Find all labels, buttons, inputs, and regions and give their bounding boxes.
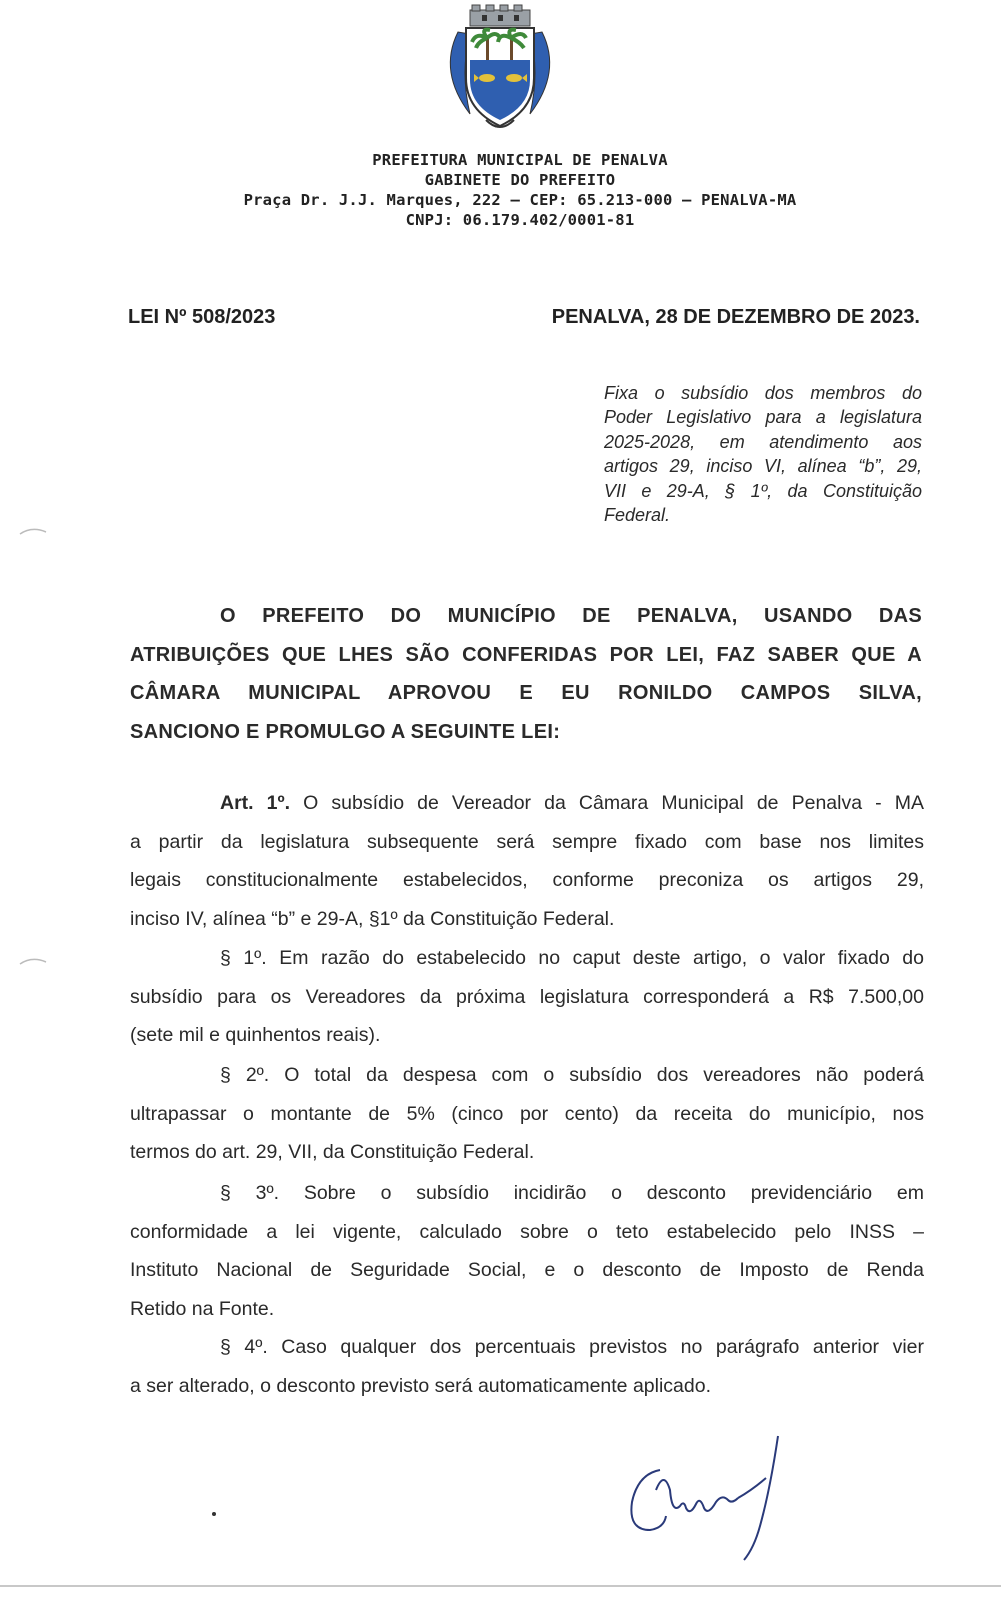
municipal-crest-icon [430, 2, 570, 136]
preamble-line: O PREFEITO DO MUNICÍPIO DE PENALVA, USANDO DAS [220, 605, 922, 627]
paragraph-2-line: termos do art. 29, VII, da Constituição Federal. [130, 1141, 535, 1164]
paragraph-4 [130, 1328, 924, 1405]
scan-mark-icon [18, 524, 48, 536]
ementa-line: Federal. [604, 505, 671, 526]
preamble-line: CÂMARA MUNICIPAL APROVOU E EU RONILDO CAMPOS SILVA, [130, 682, 922, 704]
ementa-line: artigos 29, inciso VI, alínea “b”, 29, [604, 456, 922, 477]
ementa-line: Poder Legislativo para a legislatura [604, 407, 922, 428]
header-address: Praça Dr. J.J. Marques, 222 – CEP: 65.213-000 – PENALVA-MA [243, 191, 797, 209]
paragraph-1 [130, 939, 924, 1055]
paragraph-2-line: ultrapassar o montante de 5% (cinco por cento) da receita do município, nos [130, 1102, 924, 1125]
paragraph-1-line: (sete mil e quinhentos reais). [130, 1024, 381, 1047]
preamble-line: SANCIONO E PROMULGO A SEGUINTE LEI: [130, 720, 561, 743]
article-1-label: Art. 1º. [220, 792, 291, 814]
ementa-line: 2025-2028, em atendimento aos [604, 431, 922, 452]
article-1 [130, 784, 924, 938]
letterhead [200, 150, 840, 230]
ementa-line: VII e 29-A, § 1º, da Constituição [604, 480, 922, 501]
header-cnpj: CNPJ: 06.179.402/0001-81 [405, 211, 635, 229]
paragraph-3-line: § 3º. Sobre o subsídio incidirão o desconto previdenciário em [220, 1182, 924, 1204]
paragraph-2 [130, 1056, 924, 1172]
paragraph-1-line: § 1º. Em razão do estabelecido no caput deste artigo, o valor fixado do [220, 947, 924, 969]
article-1-line: legais constitucionalmente estabelecidos, conforme preconiza os artigos 29, [130, 869, 924, 892]
article-1-line: a partir da legislatura subsequente será sempre fixado com base nos limites [130, 830, 924, 853]
article-1-line [130, 784, 924, 823]
law-number: LEI Nº 508/2023 [128, 306, 276, 328]
paragraph-1-line: subsídio para os Vereadores da próxima legislatura corresponderá a R$ 7.500,00 [130, 985, 924, 1008]
law-date: PENALVA, 28 DE DEZEMBRO DE 2023. [551, 306, 920, 328]
article-1-text: O subsídio de Vereador da Câmara Municipal de Penalva - MA [290, 792, 924, 814]
paragraph-2-line: § 2º. O total da despesa com o subsídio dos vereadores não poderá [220, 1064, 924, 1086]
article-1-line: inciso IV, alínea “b” e 29-A, §1º da Constituição Federal. [130, 907, 615, 930]
ink-dot [212, 1512, 216, 1516]
paragraph-3 [130, 1174, 924, 1328]
header-institution: PREFEITURA MUNICIPAL DE PENALVA [372, 151, 668, 169]
paragraph-3-line: Retido na Fonte. [130, 1297, 275, 1320]
preamble [130, 597, 922, 751]
signature-icon [620, 1430, 800, 1570]
paragraph-4-line: a ser alterado, o desconto previsto será automaticamente aplicado. [130, 1374, 712, 1397]
header-office: GABINETE DO PREFEITO [424, 171, 616, 189]
preamble-line: ATRIBUIÇÕES QUE LHES SÃO CONFERIDAS POR LEI, FAZ SABER QUE A [130, 643, 922, 666]
ementa-line: Fixa o subsídio dos membros do [604, 383, 922, 403]
paragraph-3-line: conformidade a lei vigente, calculado sobre o teto estabelecido pelo INSS – [130, 1220, 924, 1243]
paragraph-3-line: Instituto Nacional de Seguridade Social, e o desconto de Imposto de Renda [130, 1259, 924, 1282]
paragraph-4-line: § 4º. Caso qualquer dos percentuais previstos no parágrafo anterior vier [220, 1336, 924, 1358]
scan-mark-icon [18, 954, 48, 966]
page-edge-divider [0, 1585, 1001, 1587]
ementa [604, 381, 922, 527]
